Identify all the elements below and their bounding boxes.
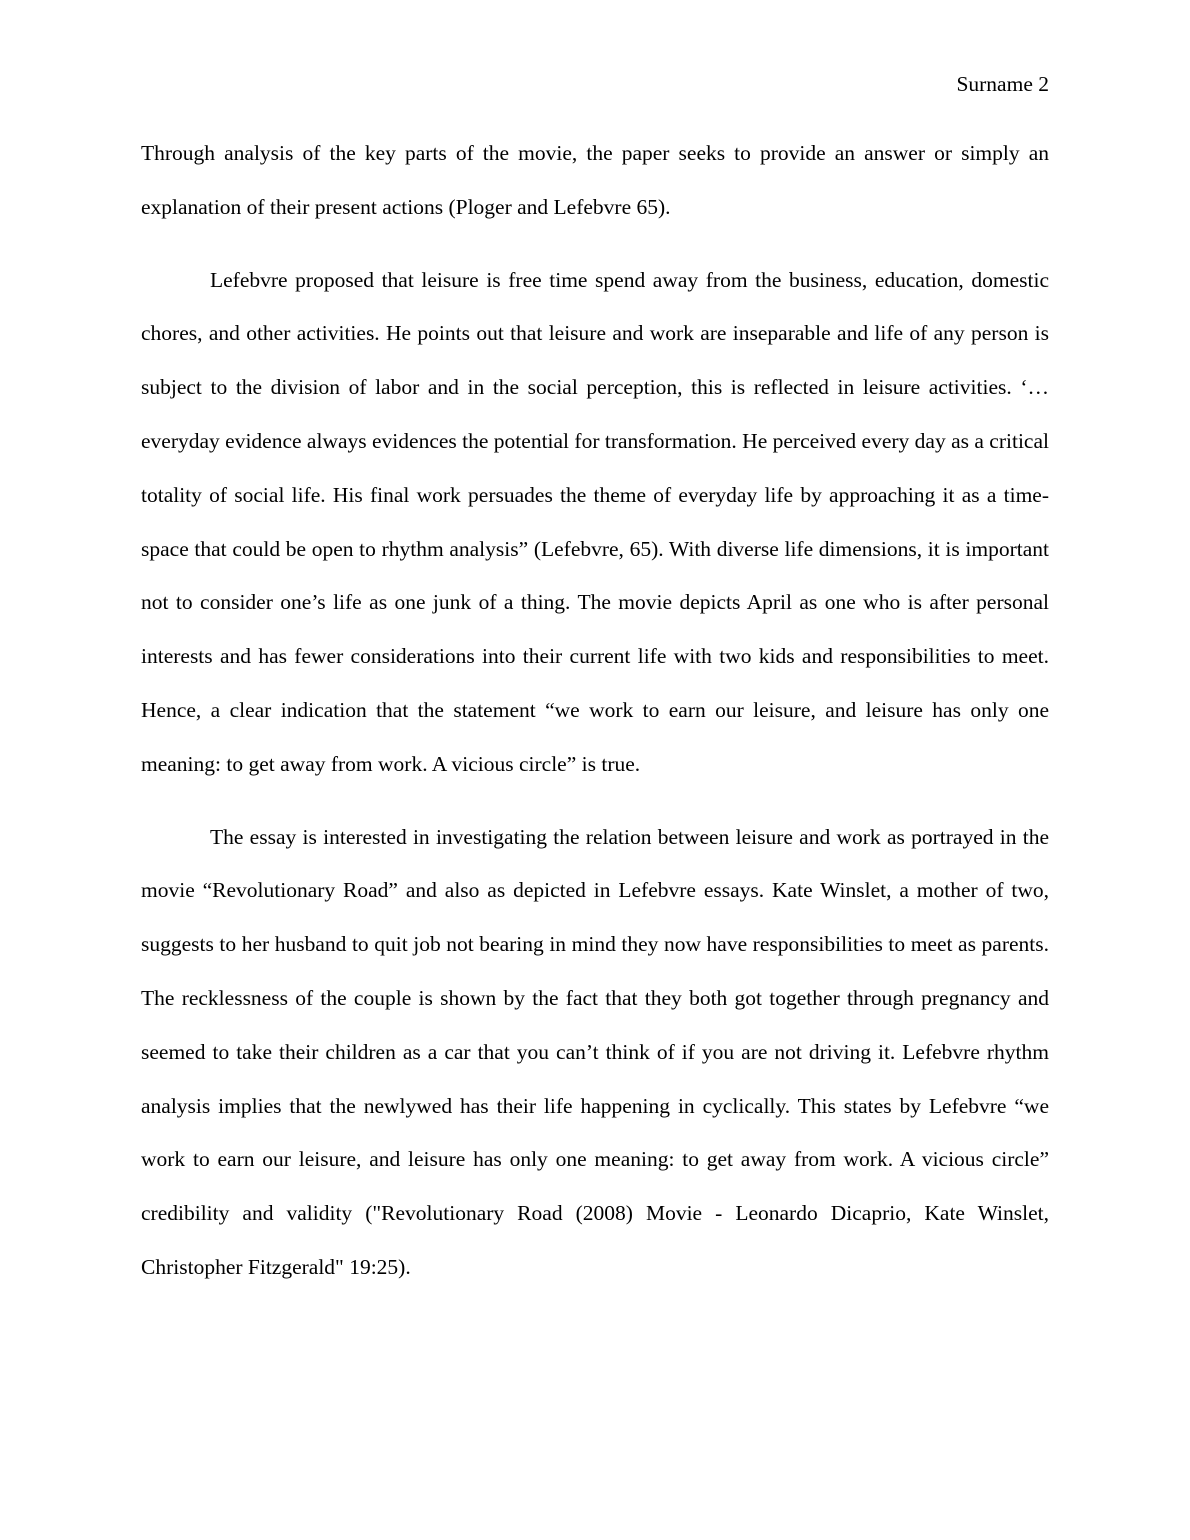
paragraph-lefebvre-leisure: Lefebvre proposed that leisure is free time spend away from the business, education, domestic chores, and other activities. He points out that leisure and work are inseparable and life of any person is subject to the division of labor and in the social perception, this is reflected in leisure activities. ‘…everyday evidence always evidences the potential for transformation. He perceived every day as a critical totality of social life. His final work persuades the theme of everyday life by approaching it as a time-space that could be open to rhythm analysis” (Lefebvre, 65). With diverse life dimensions, it is important not to consider one’s life as one junk of a thing. The movie depicts April as one who is after personal interests and has fewer considerations into their current life with two kids and responsibilities to meet. Hence, a clear indication that the statement “we work to earn our leisure, and leisure has only one meaning: to get away from work. A vicious circle” is true.	[141, 267, 1049, 776]
running-head: Surname 2	[956, 72, 1049, 96]
body-text	[141, 127, 1049, 1314]
paragraph-essay-focus: The essay is interested in investigating the relation between leisure and work as portrayed in the movie “Revolutionary Road” and also as depicted in Lefebvre essays. Kate Winslet, a mother of two, suggests to her husband to quit job not bearing in mind they now have responsibilities to meet as parents. The recklessness of the couple is shown by the fact that they both got together through pregnancy and seemed to take their children as a car that you can’t think of if you are not driving it. Lefebvre rhythm analysis implies that the newlywed has their life happening in cyclically. This states by Lefebvre “we work to earn our leisure, and leisure has only one meaning: to get away from work. A vicious circle” credibility and validity ("Revolutionary Road (2008) Movie - Leonardo Dicaprio, Kate Winslet, Christopher Fitzgerald" 19:25).	[141, 824, 1049, 1279]
paragraph-intro-continuation: Through analysis of the key parts of the movie, the paper seeks to provide an answer or simply an explanation of their present actions (Ploger and Lefebvre 65).	[141, 141, 1049, 219]
